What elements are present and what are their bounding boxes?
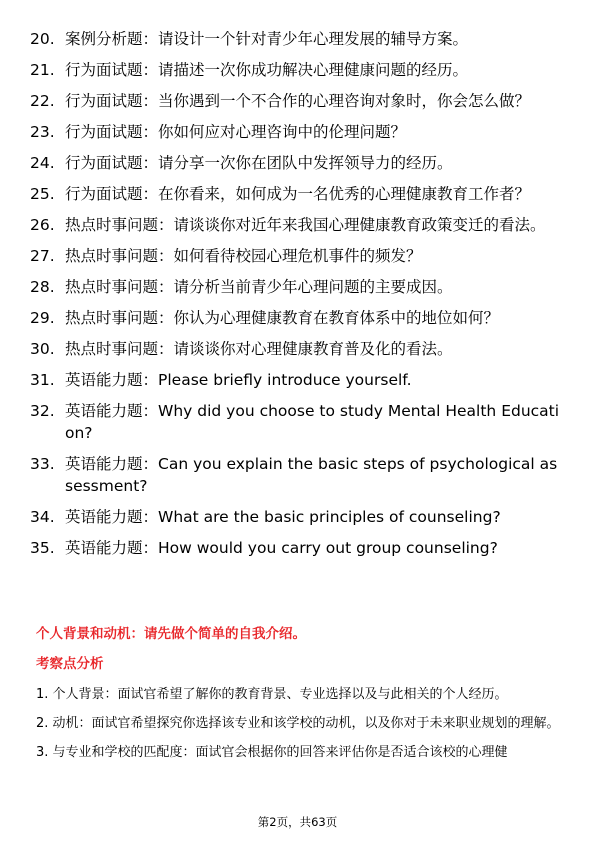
question-number: 29. — [30, 309, 55, 327]
question-text: 热点时事问题：请分析当前青少年心理问题的主要成因。 — [65, 278, 453, 296]
question-number: 21. — [30, 61, 55, 79]
question-number: 34. — [30, 508, 55, 526]
question-text: 行为面试题：请分享一次你在团队中发挥领导力的经历。 — [65, 154, 453, 172]
question-text: 行为面试题：请描述一次你成功解决心理健康问题的经历。 — [65, 61, 469, 79]
question-item — [30, 453, 565, 497]
question-text: 热点时事问题：如何看待校园心理危机事件的频发？ — [65, 247, 422, 265]
question-number: 33. — [30, 455, 55, 473]
question-text: 热点时事问题：请谈谈你对近年来我国心理健康教育政策变迁的看法。 — [65, 216, 546, 234]
question-item — [30, 214, 565, 236]
question-text: 英语能力题：Why did you choose to study Mental Health Education? — [65, 402, 560, 442]
question-text: 行为面试题：在你看来，如何成为一名优秀的心理健康教育工作者？ — [65, 185, 531, 203]
question-number: 31. — [30, 371, 55, 389]
question-item — [30, 152, 565, 174]
question-item — [30, 307, 565, 329]
question-number: 30. — [30, 340, 55, 358]
question-item — [30, 245, 565, 267]
page-footer: 第2页，共63页 — [257, 815, 338, 829]
question-text: 英语能力题：Please briefly introduce yourself. — [65, 371, 412, 389]
question-number: 32. — [30, 402, 55, 420]
section-heading: 个人背景和动机：请先做个简单的自我介绍。 — [36, 626, 306, 642]
question-list — [30, 28, 565, 568]
analysis-point: 3. 与专业和学校的匹配度：面试官会根据你的回答来评估你是否适合该校的心理健 — [36, 745, 508, 760]
question-item — [30, 338, 565, 360]
answer-section — [36, 624, 564, 767]
question-number: 35. — [30, 539, 55, 557]
question-item — [30, 28, 565, 50]
question-text: 英语能力题：Can you explain the basic steps of psychological assessment? — [65, 455, 558, 495]
question-text: 案例分析题：请设计一个针对青少年心理发展的辅导方案。 — [65, 30, 469, 48]
question-text: 英语能力题：What are the basic principles of counseling? — [65, 508, 501, 526]
question-number: 26. — [30, 216, 55, 234]
question-text: 热点时事问题：请谈谈你对心理健康教育普及化的看法。 — [65, 340, 453, 358]
question-number: 24. — [30, 154, 55, 172]
question-item — [30, 276, 565, 298]
analysis-point: 2. 动机：面试官希望探究你选择该专业和该学校的动机，以及你对于未来职业规划的理解。 — [36, 716, 560, 731]
question-item — [30, 537, 565, 559]
question-number: 20. — [30, 30, 55, 48]
analysis-point: 1. 个人背景：面试官希望了解你的教育背景、专业选择以及与此相关的个人经历。 — [36, 687, 508, 702]
question-text: 热点时事问题：你认为心理健康教育在教育体系中的地位如何？ — [65, 309, 500, 327]
question-item — [30, 369, 565, 391]
question-item — [30, 400, 565, 444]
question-number: 25. — [30, 185, 55, 203]
question-number: 23. — [30, 123, 55, 141]
question-text: 英语能力题：How would you carry out group counseling? — [65, 539, 498, 557]
section-subheading: 考察点分析 — [36, 656, 104, 672]
question-item — [30, 90, 565, 112]
question-text: 行为面试题：当你遇到一个不合作的心理咨询对象时，你会怎么做？ — [65, 92, 531, 110]
question-item — [30, 506, 565, 528]
question-number: 27. — [30, 247, 55, 265]
question-item — [30, 59, 565, 81]
question-text: 行为面试题：你如何应对心理咨询中的伦理问题？ — [65, 123, 407, 141]
question-item — [30, 121, 565, 143]
question-number: 28. — [30, 278, 55, 296]
question-number: 22. — [30, 92, 55, 110]
question-item — [30, 183, 565, 205]
